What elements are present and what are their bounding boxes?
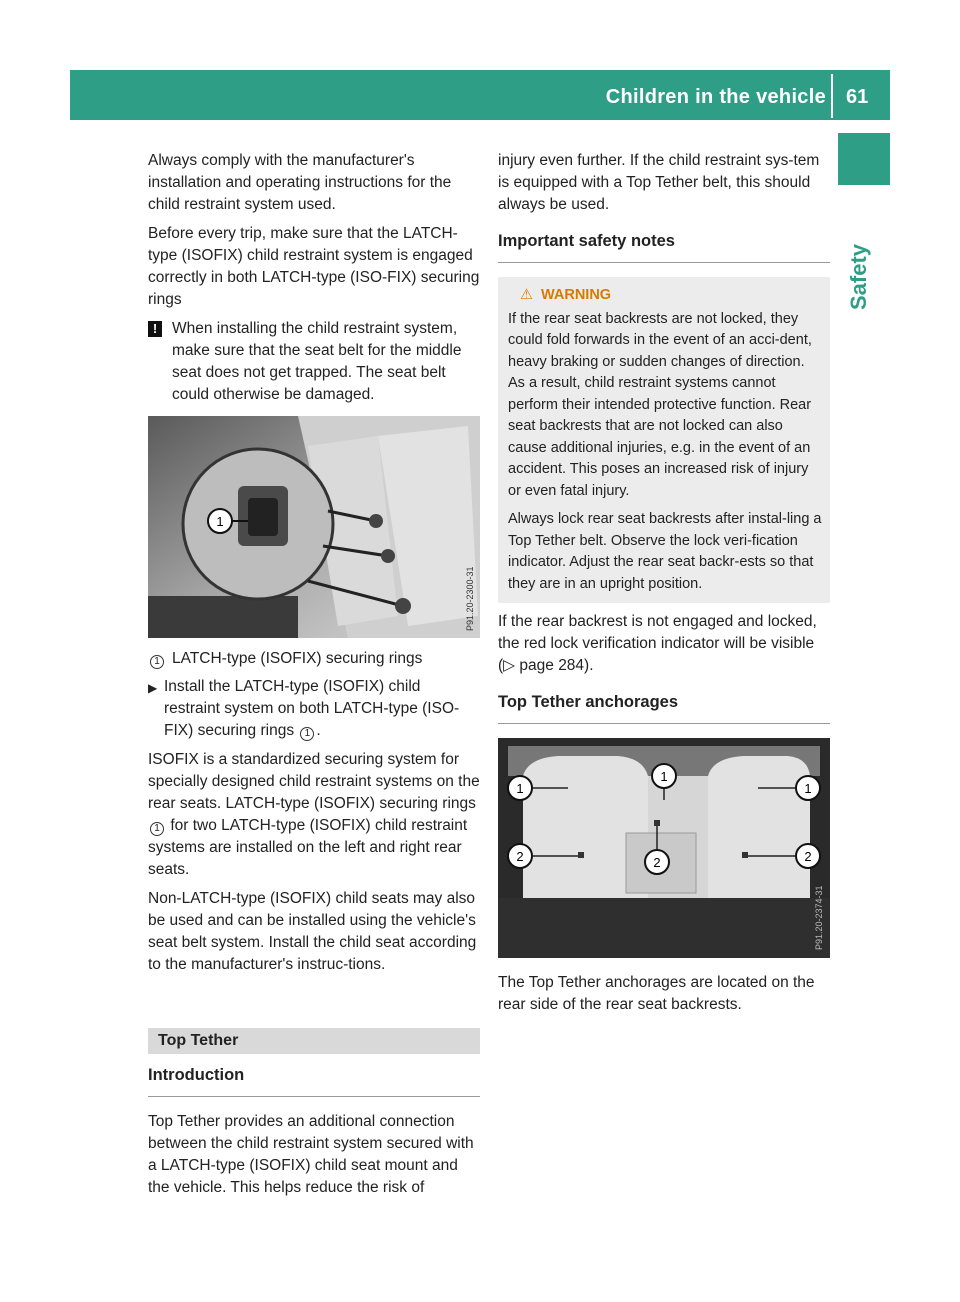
warning-box bbox=[498, 277, 830, 603]
warning-label: WARNING bbox=[541, 287, 612, 303]
subsection-title: Introduction bbox=[148, 1064, 480, 1097]
callout-number: 1 bbox=[300, 727, 314, 741]
callout-number: 1 bbox=[150, 655, 164, 669]
figure2-callout: 1 bbox=[804, 781, 812, 796]
figure2-code: P91.20-2374-31 bbox=[814, 885, 824, 950]
caption-text: LATCH-type (ISOFIX) securing rings bbox=[172, 650, 423, 667]
paragraph bbox=[498, 611, 830, 677]
header-title: Children in the vehicle bbox=[605, 86, 826, 108]
callout-number: 1 bbox=[150, 822, 164, 836]
paragraph: Always comply with the manufacturer's installation and operating instructions for the child restraint system used. bbox=[148, 152, 452, 213]
heading-safety-notes: Important safety notes bbox=[498, 230, 830, 263]
section-title: Top Tether bbox=[148, 1028, 480, 1054]
figure2-callout: 1 bbox=[516, 781, 524, 796]
figure2-callout: 2 bbox=[516, 849, 524, 864]
figure1-callout: 1 bbox=[216, 514, 224, 529]
warning-text: If the rear seat backrests are not locked, they could fold forwards in the event of an acci-dent, heavy braking or sudden changes of direction. As a result, child restraint systems cannot perform their intended protective function. Rear seat backrests that are not locked can also cause additional injuries, e.g. in the event of an accident. This poses an increased risk of injury or even fatal injury. bbox=[508, 310, 812, 499]
page-number: 61 bbox=[846, 86, 869, 108]
step-arrow-icon: ▶ bbox=[148, 681, 158, 695]
exclamation-icon: ! bbox=[148, 321, 162, 337]
paragraph: The Top Tether anchorages are located on the rear side of the rear seat backrests. bbox=[498, 974, 815, 1013]
side-tab-label: Safety bbox=[846, 243, 871, 310]
side-tab-marker bbox=[838, 133, 890, 185]
figure1-code: P91.20-2300-31 bbox=[465, 566, 475, 631]
figure2-callout: 2 bbox=[804, 849, 812, 864]
paragraph: Top Tether provides an additional connection between the child restraint system secured with a LATCH-type (ISOFIX) child seat mount and the vehicle. This helps reduce the risk of bbox=[148, 1113, 474, 1196]
warning-text: Always lock rear seat backrests after instal-ling a Top Tether belt. Observe the lock veri-fication indicator. Adjust the rear seat backr-ests so that they are in an upright position. bbox=[508, 511, 822, 592]
warning-header bbox=[520, 285, 822, 307]
paragraph-text: ISOFIX is a standardized securing system for specially designed child restraint systems on the rear seats. LATCH-type (ISOFIX) securing rings bbox=[148, 751, 480, 812]
paragraph-text: page 284). bbox=[515, 657, 594, 674]
top-tether-anchorages-photo bbox=[498, 738, 830, 958]
step-text: Install the LATCH-type (ISOFIX) child restraint system on both LATCH-type (ISO-FIX) securing rings bbox=[164, 678, 460, 739]
paragraph-text: for two LATCH-type (ISOFIX) child restraint systems are installed on the left and right rear seats. bbox=[148, 817, 468, 878]
paragraph bbox=[148, 749, 480, 881]
step-text-end: . bbox=[316, 722, 321, 739]
paragraph: Before every trip, make sure that the LATCH-type (ISOFIX) child restraint system is engaged correctly in both LATCH-type (ISO-FIX) securing rings bbox=[148, 225, 480, 308]
figure-caption bbox=[148, 648, 480, 670]
heading-top-tether-anchorages: Top Tether anchorages bbox=[498, 691, 830, 724]
figure2-callout: 2 bbox=[653, 855, 661, 870]
page-ref-icon: ▷ bbox=[503, 657, 516, 674]
warning-icon: ⚠ bbox=[520, 287, 533, 303]
paragraph: Non-LATCH-type (ISOFIX) child seats may also be used and can be installed using the vehicle's seat belt system. Install the child seat according to the manufacturer's instruc-tions. bbox=[148, 890, 477, 973]
note-text: When installing the child restraint system, make sure that the seat belt for the middle seat does not get trapped. The seat belt could otherwise be damaged. bbox=[172, 320, 462, 403]
paragraph-text: If the rear backrest is not engaged and locked, the red lock verification indicator will be visible ( bbox=[498, 613, 817, 674]
paragraph: injury even further. If the child restraint sys-tem is equipped with a Top Tether belt, this should always be used. bbox=[498, 152, 820, 213]
instruction-step bbox=[148, 676, 480, 742]
left-column bbox=[148, 150, 480, 1206]
note bbox=[148, 318, 480, 406]
figure2-callout: 1 bbox=[660, 769, 668, 784]
header-separator bbox=[831, 74, 833, 118]
isofix-ring-photo bbox=[148, 416, 480, 638]
right-column bbox=[498, 150, 830, 1023]
